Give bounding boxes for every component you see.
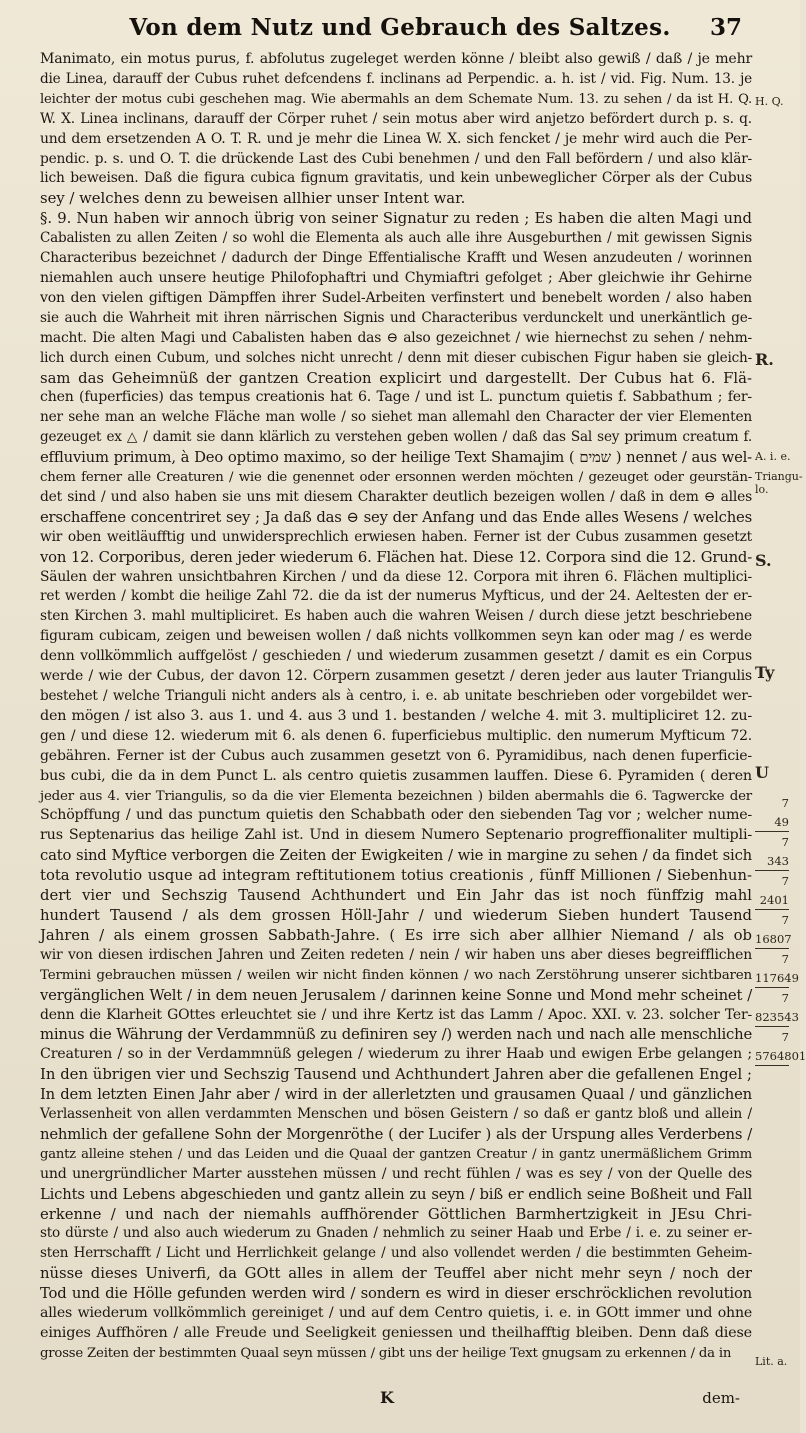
signature-mark: K — [380, 1388, 394, 1407]
text-line: jeder aus 4. vier Triangulis, so da die vier Elementa bezeichnen ) bilden abermahls die 6. Tagwercke der — [40, 788, 752, 804]
text-line: alles wiederum vollkömmlich gereiniget / und auf dem Centro quietis, i. e. in GOtt immer und ohne — [40, 1305, 752, 1322]
text-line: und dem ersetzenden A O. T. R. und je mehr die Linea W. X. sich fencket / je mehr wird auch die Per- — [40, 130, 752, 147]
text-line: chem ferner alle Creaturen / wie die genennet oder ersonnen werden möchten / gezeuget oder geurstän- — [40, 470, 752, 486]
text-line: und unergründlicher Marter ausstehen müssen / und recht fühlen / was es sey / von der Quelle des — [40, 1165, 752, 1182]
text-line: nehmlich der gefallene Sohn der Morgenröthe ( der Lucifer ) als der Urspung alles Verderbens / — [40, 1125, 752, 1143]
calc-row: 7 — [781, 835, 789, 849]
text-line: Characteribus bezeichnet / dadurch der Dinge Effentialische Krafft und Wesen anzudeuten / worinnen — [40, 250, 752, 267]
calc-row: 117649 — [755, 971, 789, 988]
text-line: bestehet / welche Trianguli nicht anders als à centro, i. e. ab unitate beschrieben oder vorgebildet wer- — [40, 688, 752, 704]
margin-note-lit: Lit. a. — [755, 1355, 788, 1368]
text-line: §. 9. Nun haben wir annoch übrig von seiner Signatur zu reden ; Es haben die alten Magi und — [40, 210, 752, 228]
text-line: macht. Die alten Magi und Cabalisten haben das ⊖ also gezeichnet / wie hiernechst zu sehen / nehm- — [40, 329, 752, 346]
text-line: cato sind Myftice verborgen die Zeiten der Ewigkeiten / wie in margine zu sehen / da findet sich — [40, 847, 752, 865]
text-line: hundert Tausend / als dem grossen Höll-Jahr / und wiederum Sieben hundert Tausend — [40, 906, 752, 924]
margin-symbol-ty: Ty — [755, 663, 775, 682]
text-line: Lichts und Lebens abgeschieden und gantz allein zu seyn / biß er endlich seine Boßheit und Fall — [40, 1185, 752, 1203]
text-line: von 12. Corporibus, deren jeder wiederum 6. Flächen hat. Diese 12. Corpora sind die 12. Grund- — [40, 548, 752, 566]
main-text-block — [40, 50, 752, 1375]
text-line: den mögen / ist also 3. aus 1. und 4. aus 3 und 1. bestanden / welche 4. mit 3. multipliciret 12. zu- — [40, 707, 752, 724]
margin-note-triangulo: Triangu- lo. — [755, 470, 803, 496]
text-line: rus Septenarius das heilige Zahl ist. Und in diesem Numero Septenario progreffionaliter multipli- — [40, 827, 752, 844]
text-line: In dem letzten Einen Jahr aber / wird in der allerletzten und grausamen Quaal / und gänzlichen — [40, 1086, 752, 1104]
text-line: denn die Klarheit GOttes erleuchtet sie / und ihre Kertz ist das Lamm / Apoc. XXI. v. 23. solcher Ter- — [40, 1006, 752, 1023]
text-line: von den vielen giftigen Dämpffen ihrer Sudel-Arbeiten verfinstert und benebelt worden / also haben — [40, 289, 752, 306]
margin-symbol-u: U — [755, 763, 769, 782]
margin-note-hq: H. Q. — [755, 95, 784, 108]
text-line: sie auch die Wahrheit mit ihren närrischen Signis und Characteribus verdunckelt und unerkäntlich ge- — [40, 309, 752, 326]
page-header — [0, 14, 800, 46]
calc-row: 7 — [781, 874, 789, 888]
text-line: grosse Zeiten der bestimmten Quaal seyn müssen / gibt uns der heilige Text gnugsam zu erkennen / da in — [40, 1345, 732, 1361]
text-line: Säulen der wahren unsichtbahren Kirchen / und da diese 12. Corpora mit ihren 6. Flächen multiplici- — [40, 568, 752, 585]
text-line: effluvium primum, à Deo optimo maximo, so der heilige Text Shamajim ( שמים ) nennet / aus wel- — [40, 449, 752, 467]
page-number: 37 — [709, 14, 742, 41]
text-line: chen (fuperficies) das tempus creationis hat 6. Tage / und ist L. punctum quietis f. Sabbathum ; fer- — [40, 389, 752, 406]
calc-row: 7 — [781, 796, 789, 810]
text-line: die Linea, darauff der Cubus ruhet defcendens f. inclinans ad Perpendic. a. h. ist / vid. Fig. Num. 13. je — [40, 70, 752, 87]
text-line: Creaturen / so in der Verdammnüß gelegen / wiederum zu ihrer Haab und ewigen Erbe gelangen ; — [40, 1046, 752, 1063]
margin-notes — [755, 50, 806, 1380]
text-line: erschaffene concentriret sey ; Ja daß das ⊖ sey der Anfang und das Ende alles Wesens / welches — [40, 508, 752, 526]
text-line: lich beweisen. Daß die figura cubica fignum gravitatis, und kein unbeweglicher Cörper als der Cubus — [40, 170, 752, 187]
text-line: denn vollkömmlich auffgelöst / geschieden / und wiederum zusammen gesetzt / damit es ein Corpus — [40, 648, 752, 665]
text-line: ret werden / kombt die heilige Zahl 72. die da ist der numerus Myfticus, und der 24. Aeltesten der er- — [40, 588, 752, 605]
calc-row: 16807 — [755, 932, 789, 949]
text-line: gezeuget ex △ / damit sie dann klärlich zu verstehen geben wollen / daß das Sal sey primum creatum f. — [40, 429, 752, 446]
text-line: werde / wie der Cubus, der davon 12. Cörpern zusammen gesetzt / deren jeder aus lauter Triangulis — [40, 668, 752, 685]
text-line: sey / welches denn zu beweisen allhier unser Intent war. — [40, 190, 466, 208]
text-line: det sind / und also haben sie uns mit diesem Charakter deutlich bezeigen wollen / daß in dem ⊖ alles — [40, 488, 752, 505]
text-line: vergänglichen Welt / in dem neuen Jerusalem / darinnen keine Sonne und Mond mehr scheinet / — [40, 986, 752, 1004]
calc-row: 7 — [781, 913, 789, 927]
text-line: gen / und diese 12. wiederum mit 6. als denen 6. fuperficiebus multiplic. den numerum Myfticum 72. — [40, 727, 752, 744]
margin-symbol-r: R. — [755, 350, 774, 369]
text-line: dert vier und Sechszig Tausend Achthundert und Ein Jahr das ist noch fünffzig mahl — [40, 887, 752, 905]
calc-row: 49 — [755, 815, 789, 832]
text-line: figuram cubicam, zeigen und beweisen wollen / daß nichts vollkommen seyn kan oder mag / es werde — [40, 628, 752, 645]
text-line: Termini gebrauchen müssen / weilen wir nicht finden können / wo nach Zerstöhrung unserer sichtbaren — [40, 967, 752, 983]
text-line: bus cubi, die da in dem Punct L. als centro quietis zusammen lauffen. Diese 6. Pyramiden ( deren — [40, 767, 752, 784]
text-line: erkenne / und nach der niemahls auffhörender Göttlichen Barmhertzigkeit in JEsu Chri- — [40, 1205, 752, 1223]
margin-calculation — [755, 796, 806, 1069]
text-line: gantz alleine stehen / und das Leiden und die Quaal der gantzen Creatur / in gantz unermäßlichem Grimm — [40, 1146, 752, 1162]
text-line: einiges Auffhören / alle Freude und Seeligkeit geniessen und theilhafftig bleiben. Denn daß diese — [40, 1325, 752, 1341]
text-line: pendic. p. s. und O. T. die drückende Last des Cubi benehmen / und den Fall befördern / und also klär- — [40, 150, 752, 167]
text-line: sto dürste / und also auch wiederum zu Gnaden / nehmlich zu seiner Haab und Erbe / i. e. zu seiner er- — [40, 1225, 752, 1242]
text-line: W. X. Linea inclinans, darauff der Cörper ruhet / sein motus aber wird anjetzo befördert durch p. s. q. — [40, 110, 752, 127]
text-line: Verlassenheit von allen verdammten Menschen und bösen Geistern / so daß er gantz bloß und allein / — [40, 1106, 752, 1123]
calc-row: 823543 — [755, 1010, 789, 1027]
text-line: minus die Währung der Verdammnüß zu definiren sey /) werden nach und nach alle menschliche — [40, 1026, 752, 1044]
text-line: Manimato, ein motus purus, f. abfolutus zugeleget werden könne / bleibt also gewiß / daß / je mehr — [40, 51, 752, 67]
text-line: ner sehe man an welche Fläche man wolle / so siehet man allemahl den Character der vier Elementen — [40, 409, 752, 426]
text-line: In den übrigen vier und Sechszig Tausend und Achthundert Jahren aber die gefallenen Engel ; — [40, 1066, 752, 1084]
text-line: sten Herrschafft / Licht und Herrlichkeit gelange / und also vollendet werden / die bestimmten Geheim- — [40, 1245, 752, 1262]
text-line: wir von diesen irdischen Jahren und Zeiten redeten / nein / wir haben uns aber dieses begreifflichen — [40, 946, 752, 963]
text-line: Schöpffung / und das punctum quietis den Schabbath oder den siebenden Tag vor ; welcher nume- — [40, 807, 752, 824]
text-line: gebähren. Ferner ist der Cubus auch zusammen gesetzt von 6. Pyramidibus, nach denen fuperficie- — [40, 747, 752, 764]
text-line: Jahren / als einem grossen Sabbath-Jahre. ( Es irre sich aber allhier Niemand / als ob — [40, 926, 752, 944]
calc-row: 7 — [781, 1030, 789, 1044]
text-line: Cabalisten zu allen Zeiten / so wohl die Elementa als auch alle ihre Ausgeburthen / mit gewissen Signis — [40, 230, 752, 247]
margin-note-a: A. i. e. — [755, 450, 791, 463]
calc-row: 7 — [781, 991, 789, 1005]
text-line: tota revolutio usque ad integram reftitutionem totius creationis , fünff Millionen / Siebenhun- — [40, 867, 752, 885]
calc-row: 7 — [781, 952, 789, 966]
text-line: sten Kirchen 3. mahl multipliciret. Es haben auch die wahren Weisen / durch diese jetzt beschriebene — [40, 608, 752, 625]
text-line: leichter der motus cubi geschehen mag. Wie abermahls an dem Schemate Num. 13. zu sehen / da ist H. Q. — [40, 91, 752, 107]
text-line: sam das Geheimnüß der gantzen Creation explicirt und dargestellt. Der Cubus hat 6. Flä- — [40, 369, 752, 387]
calc-row: 2401 — [755, 893, 789, 910]
calc-row: 5764801 — [755, 1049, 789, 1066]
text-line: wir oben weitläufftig und unwidersprechlich erwiesen haben. Ferner ist der Cubus zusammen gesetzt — [40, 528, 752, 545]
margin-symbol-s: S. — [755, 551, 772, 570]
running-title: Von dem Nutz und Gebrauch des Saltzes. — [129, 14, 671, 41]
text-line: lich durch einen Cubum, und solches nicht unrecht / denn mit dieser cubischen Figur haben sie gleich- — [40, 349, 752, 366]
text-line: nüsse dieses Univerfi, da GOtt alles in allem der Teuffel aber nicht mehr seyn / noch der — [40, 1265, 752, 1283]
calc-row: 343 — [755, 854, 789, 871]
catchword: dem- — [702, 1389, 740, 1407]
text-line: niemahlen auch unsere heutige Philofophaftri und Chymiaftri gefolget ; Aber gleichwie ihr Gehirne — [40, 269, 752, 286]
text-line: Tod und die Hölle gefunden werden wird / sondern es wird in dieser erschröcklichen revolution — [40, 1285, 752, 1303]
